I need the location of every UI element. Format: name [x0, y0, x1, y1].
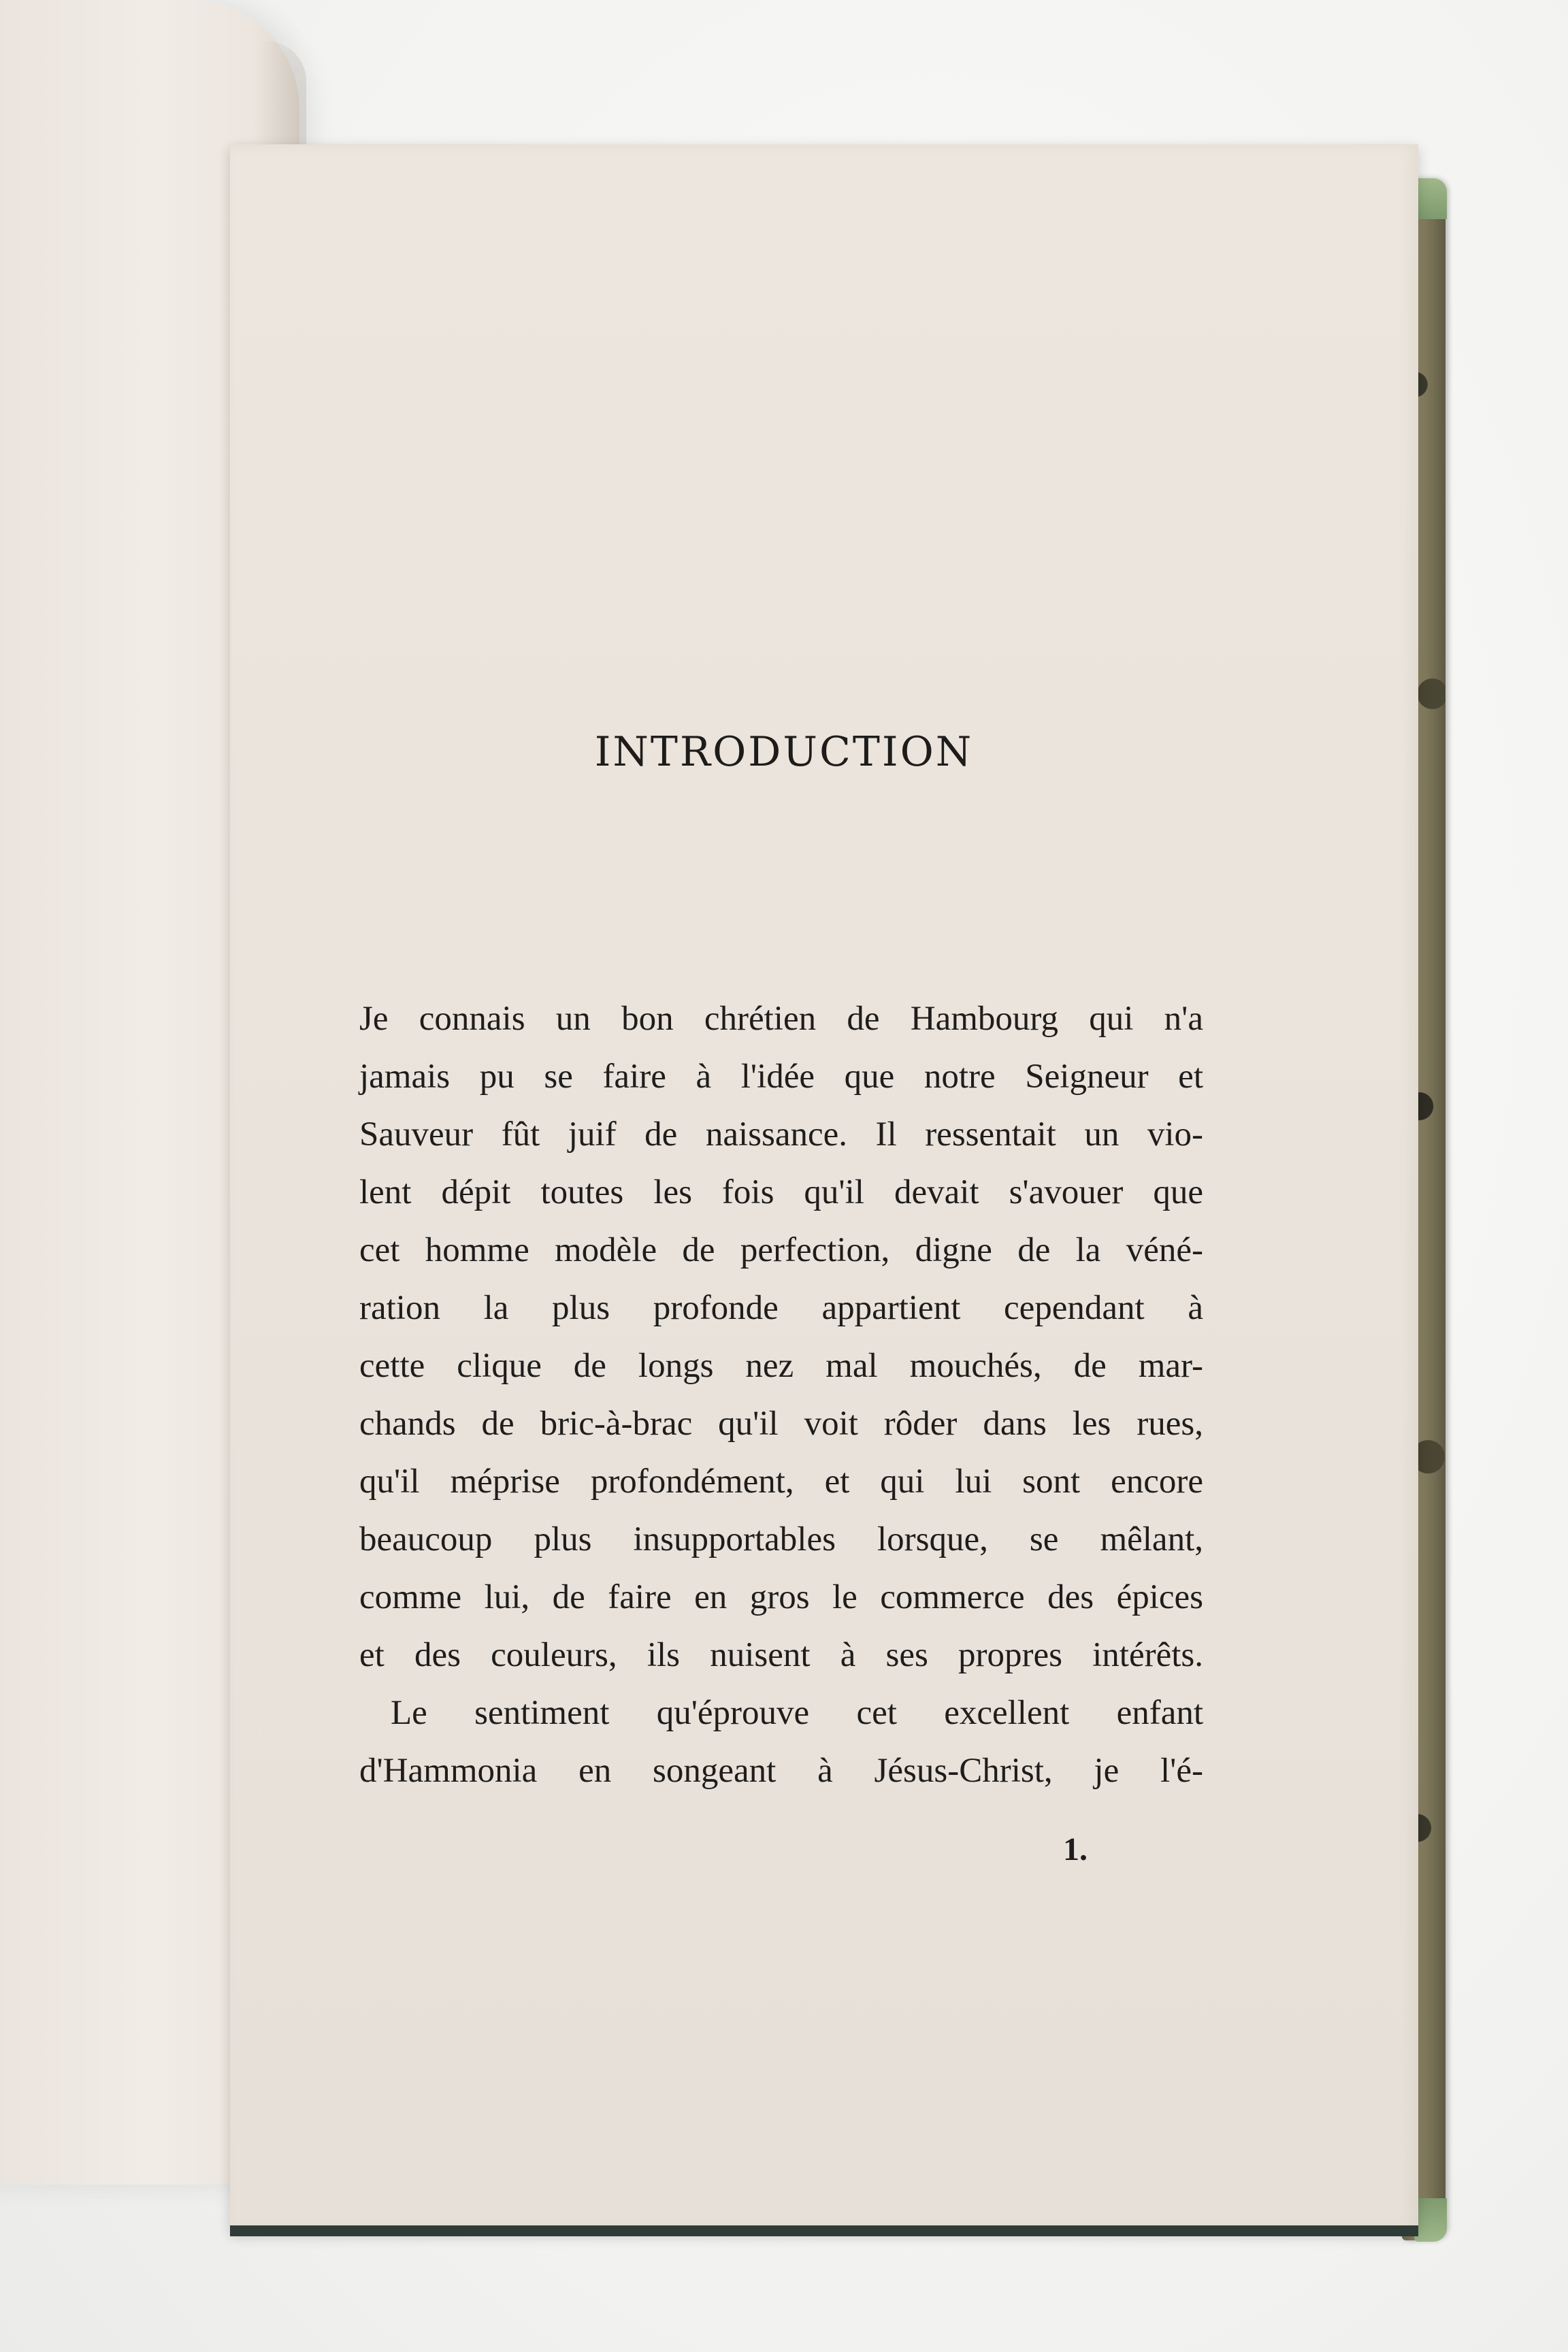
body-text [359, 990, 1203, 1800]
chapter-title: INTRODUCTION [594, 728, 974, 776]
page-bottom-edge [230, 2225, 1418, 2236]
text-line-7: cette clique de longs nez mal mouchés, de mar- [359, 1347, 1203, 1385]
text-line-9: qu'il méprise profondément, et qui lui sont encore [359, 1463, 1203, 1501]
text-line-3: Sauveur fût juif de naissance. Il ressentait un vio- [359, 1115, 1203, 1154]
text-line-5: cet homme modèle de perfection, digne de la véné- [359, 1231, 1203, 1269]
cover-corner-top [1414, 178, 1447, 219]
text-line-8: chands de bric-à-brac qu'il voit rôder dans les rues, [359, 1405, 1203, 1443]
text-line-2: jamais pu se faire à l'idée que notre Seigneur et [359, 1058, 1203, 1096]
text-line-11: comme lui, de faire en gros le commerce des épices [359, 1578, 1203, 1616]
text-line-13: Le sentiment qu'éprouve cet excellent enfant [391, 1694, 1203, 1732]
cover-corner-bottom [1414, 2198, 1447, 2242]
text-line-6: ration la plus profonde appartient cependant à [359, 1289, 1203, 1327]
text-line-1: Je connais un bon chrétien de Hambourg qui n'a [359, 1000, 1203, 1038]
text-line-12: et des couleurs, ils nuisent à ses propres intérêts. [359, 1636, 1203, 1674]
page-number: 1. [1063, 1831, 1088, 1867]
text-line-14: d'Hammonia en songeant à Jésus-Christ, je l'é- [359, 1752, 1203, 1790]
text-line-10: beaucoup plus insupportables lorsque, se mêlant, [359, 1520, 1203, 1558]
text-line-4: lent dépit toutes les fois qu'il devait s'avouer que [359, 1173, 1203, 1211]
